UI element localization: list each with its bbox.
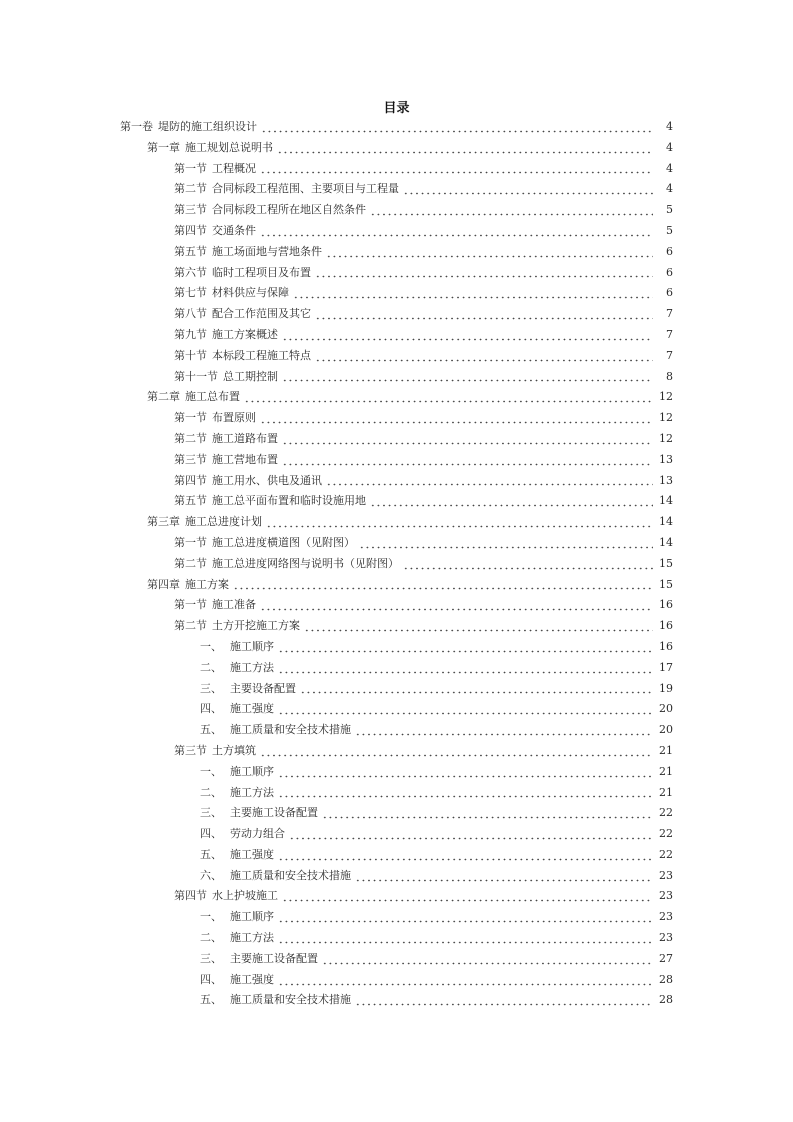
toc-entry-page-number: 23: [659, 910, 673, 924]
toc-entry[interactable]: [0, 491, 793, 512]
toc-entry-label: [200, 866, 351, 887]
toc-entry-number: 第九节: [174, 327, 207, 341]
toc-entry-page-number: 15: [659, 577, 673, 591]
toc-entry-text: 主要施工设备配置: [230, 806, 318, 820]
dot-leader: [315, 309, 653, 320]
toc-entry[interactable]: [0, 595, 793, 616]
toc-entry-page-number: 7: [666, 327, 673, 341]
toc-entry-number: 第二节: [174, 619, 207, 633]
toc-entry-text: 施工方案概述: [212, 327, 278, 341]
dot-leader: [278, 912, 653, 923]
dot-leader: [260, 746, 653, 757]
toc-entry-text: 施工质量和安全技术措施: [230, 723, 351, 737]
toc-entry-number: 第三节: [174, 452, 207, 466]
toc-entry-text: 施工强度: [230, 847, 274, 861]
toc-entry-text: 施工方法: [230, 785, 274, 799]
toc-entry[interactable]: [0, 533, 793, 554]
toc-entry-text: 劳动力组合: [230, 827, 285, 841]
toc-entry-page-number: 6: [666, 265, 673, 279]
toc-entry-text: 施工总平面布置和临时设施用地: [212, 494, 366, 508]
toc-entry-number: 第二章: [147, 390, 180, 404]
toc-entry-number: 第一节: [174, 411, 207, 425]
toc-entry-label: [120, 117, 257, 138]
toc-entry-text: 施工准备: [212, 598, 256, 612]
toc-entry-number: 第八节: [174, 307, 207, 321]
toc-entry-number: 二、: [200, 931, 222, 945]
toc-entry-page-number: 12: [659, 431, 673, 445]
dot-leader: [260, 163, 653, 174]
toc-entry-text: 土方开挖施工方案: [212, 619, 300, 633]
dot-leader: [322, 808, 653, 819]
dot-leader: [278, 787, 653, 798]
dot-leader: [278, 642, 653, 653]
toc-entry[interactable]: [0, 200, 793, 221]
toc-entry[interactable]: [0, 283, 793, 304]
dot-leader: [260, 226, 653, 237]
toc-entry-page-number: 14: [659, 535, 673, 549]
toc-entry-text: 施工顺序: [230, 910, 274, 924]
toc-entry-number: 第五节: [174, 244, 207, 258]
toc-entry[interactable]: [0, 637, 793, 658]
toc-entry-number: 三、: [200, 806, 222, 820]
toc-entry-page-number: 21: [659, 785, 673, 799]
toc-entry-label: [174, 533, 355, 554]
toc-entry-label: [200, 783, 274, 804]
toc-entry[interactable]: [0, 866, 793, 887]
toc-entry-label: [174, 325, 278, 346]
toc-entry-text: 施工方案: [185, 577, 229, 591]
dot-leader: [277, 143, 653, 154]
toc-entry-number: 三、: [200, 681, 222, 695]
toc-entry-text: 工程概况: [212, 161, 256, 175]
toc-entry-number: 五、: [200, 723, 222, 737]
toc-entry-text: 布置原则: [212, 411, 256, 425]
toc-entry-label: [174, 595, 256, 616]
toc-entry[interactable]: [0, 117, 793, 138]
toc-entry[interactable]: [0, 263, 793, 284]
toc-entry[interactable]: [0, 512, 793, 533]
dot-leader: [278, 933, 653, 944]
toc-entry-page-number: 15: [659, 556, 673, 570]
dot-leader: [278, 663, 653, 674]
toc-entry[interactable]: [0, 741, 793, 762]
toc-entry-page-number: 5: [666, 223, 673, 237]
toc-entry-text: 土方填筑: [212, 743, 256, 757]
toc-entry-number: 第六节: [174, 265, 207, 279]
toc-entry-number: 第三节: [174, 203, 207, 217]
toc-entry-page-number: 14: [659, 515, 673, 529]
toc-entry-text: 堤防的施工组织设计: [158, 120, 257, 133]
toc-entry-text: 施工强度: [230, 702, 274, 716]
dot-leader: [370, 496, 653, 507]
toc-entry-label: [200, 658, 274, 679]
toc-entry-page-number: 7: [666, 348, 673, 362]
toc-entry-number: 第三节: [174, 743, 207, 757]
toc-entry-label: [174, 221, 256, 242]
toc-entry-label: [174, 450, 278, 471]
toc-entry-number: 第四节: [174, 473, 207, 487]
toc-entry[interactable]: [0, 575, 793, 596]
dot-leader: [326, 247, 653, 258]
toc-entry-label: [200, 720, 351, 741]
toc-entry-number: 五、: [200, 993, 222, 1007]
toc-entry-page-number: 16: [659, 598, 673, 612]
toc-entry-number: 第四节: [174, 889, 207, 903]
toc-entry-text: 施工规划总说明书: [185, 140, 273, 154]
toc-entry-page-number: 20: [659, 702, 673, 716]
toc-entry-text: 临时工程项目及布置: [212, 265, 311, 279]
toc-title: 目录: [383, 101, 410, 116]
toc-entry-label: [174, 616, 300, 637]
dot-leader: [359, 538, 653, 549]
toc-entry-number: 一、: [200, 764, 222, 778]
toc-entry-page-number: 13: [659, 452, 673, 466]
toc-entry-text: 施工方法: [230, 931, 274, 945]
toc-entry-page-number: 23: [659, 931, 673, 945]
toc-entry[interactable]: [0, 783, 793, 804]
toc-entry-text: 施工方法: [230, 660, 274, 674]
toc-entry-page-number: 16: [659, 639, 673, 653]
toc-entry-number: 六、: [200, 868, 222, 882]
toc-entry-label: [200, 824, 285, 845]
toc-entry-page-number: 28: [659, 993, 673, 1007]
toc-entry-number: 第一节: [174, 598, 207, 612]
toc-entry-page-number: 20: [659, 723, 673, 737]
toc-entry-text: 施工用水、供电及通讯: [212, 473, 322, 487]
toc-entry[interactable]: [0, 658, 793, 679]
toc-entry-number: 五、: [200, 847, 222, 861]
dot-leader: [278, 850, 653, 861]
toc-entry-text: 施工顺序: [230, 639, 274, 653]
toc-entry-label: [147, 575, 229, 596]
toc-entry-text: 施工营地布置: [212, 452, 278, 466]
toc-entry-text: 主要设备配置: [230, 681, 296, 695]
toc-entry-label: [174, 263, 311, 284]
dot-leader: [282, 455, 653, 466]
toc-entry-label: [174, 741, 256, 762]
toc-entry-label: [200, 803, 318, 824]
toc-entry-page-number: 16: [659, 619, 673, 633]
dot-leader: [322, 954, 653, 965]
dot-leader: [289, 829, 653, 840]
toc-entry-text: 本标段工程施工特点: [212, 348, 311, 362]
toc-entry[interactable]: [0, 179, 793, 200]
toc-entry-number: 第一章: [147, 140, 180, 154]
toc-entry-page-number: 22: [659, 806, 673, 820]
toc-entry[interactable]: [0, 845, 793, 866]
toc-entry-text: 施工总进度计划: [185, 515, 262, 529]
toc-entry[interactable]: [0, 325, 793, 346]
toc-entry[interactable]: [0, 928, 793, 949]
toc-entry[interactable]: [0, 616, 793, 637]
toc-entry-text: 施工顺序: [230, 764, 274, 778]
toc-entry[interactable]: [0, 304, 793, 325]
toc-entry-number: 第一节: [174, 535, 207, 549]
dot-leader: [304, 621, 653, 632]
toc-entry-label: [200, 699, 274, 720]
dot-leader: [403, 559, 653, 570]
toc-entry-number: 二、: [200, 660, 222, 674]
toc-entry-text: 施工总布置: [185, 390, 240, 404]
toc-entry-label: [174, 408, 256, 429]
dot-leader: [282, 891, 653, 902]
toc-entry-label: [174, 429, 278, 450]
toc-entry-label: [174, 471, 322, 492]
toc-entry-label: [174, 242, 322, 263]
toc-entry-text: 合同标段工程所在地区自然条件: [212, 203, 366, 217]
toc-entry[interactable]: [0, 990, 793, 1011]
toc-entry-page-number: 21: [659, 743, 673, 757]
toc-entry[interactable]: [0, 138, 793, 159]
toc-entry-number: 第四节: [174, 223, 207, 237]
toc-entry[interactable]: [0, 949, 793, 970]
toc-entry-page-number: 5: [666, 203, 673, 217]
toc-entry-number: 第一节: [174, 161, 207, 175]
toc-entry-number: 一、: [200, 639, 222, 653]
toc-entry-page-number: 4: [666, 182, 673, 196]
dot-leader: [370, 205, 653, 216]
dot-leader: [403, 184, 653, 195]
toc-entry-text: 施工场面地与营地条件: [212, 244, 322, 258]
toc-entry-number: 第七节: [174, 286, 207, 300]
toc-entry[interactable]: [0, 221, 793, 242]
toc-entry-text: 总工期控制: [223, 369, 278, 383]
toc-entry-page-number: 7: [666, 307, 673, 321]
toc-entry-page-number: 4: [666, 140, 673, 154]
toc-entry-page-number: 17: [659, 660, 673, 674]
toc-entry-text: 配合工作范围及其它: [212, 307, 311, 321]
toc-entry-number: 四、: [200, 972, 222, 986]
dot-leader: [282, 371, 653, 382]
toc-entry[interactable]: [0, 762, 793, 783]
toc-entry-text: 施工总进度横道图（见附图）: [212, 535, 355, 549]
dot-leader: [315, 267, 653, 278]
toc-entry-number: 第十一节: [174, 369, 218, 383]
toc-entry[interactable]: [0, 803, 793, 824]
toc-entry[interactable]: [0, 429, 793, 450]
dot-leader: [278, 975, 653, 986]
toc-entry-page-number: 22: [659, 827, 673, 841]
toc-entry-number: 一、: [200, 910, 222, 924]
dot-leader: [326, 475, 653, 486]
toc-entry[interactable]: [0, 367, 793, 388]
toc-entry-page-number: 12: [659, 390, 673, 404]
toc-entry[interactable]: [0, 387, 793, 408]
toc-entry-page-number: 4: [666, 161, 673, 175]
toc-entry-page-number: 27: [659, 951, 673, 965]
toc-entry-label: [174, 886, 278, 907]
toc-entry-page-number: 21: [659, 764, 673, 778]
toc-entry-label: [200, 949, 318, 970]
toc-entry-label: [174, 304, 311, 325]
toc-entry-number: 四、: [200, 702, 222, 716]
toc-entry-text: 施工质量和安全技术措施: [230, 993, 351, 1007]
toc-entry-page-number: 14: [659, 494, 673, 508]
toc-entry-page-number: 12: [659, 411, 673, 425]
toc-entry-label: [200, 990, 351, 1011]
toc-entry-number: 第十节: [174, 348, 207, 362]
dot-leader: [261, 122, 653, 133]
dot-leader: [282, 434, 653, 445]
dot-leader: [244, 392, 653, 403]
toc-entry-page-number: 23: [659, 889, 673, 903]
toc-entry-page-number: 13: [659, 473, 673, 487]
dot-leader: [282, 330, 653, 341]
toc-entry-number: 第二节: [174, 182, 207, 196]
toc-entry-text: 施工总进度网络图与说明书（见附图）: [212, 556, 399, 570]
toc-entry[interactable]: [0, 679, 793, 700]
toc-entry-number: 三、: [200, 951, 222, 965]
dot-leader: [260, 600, 653, 611]
toc-entry[interactable]: [0, 970, 793, 991]
toc-entry-page-number: 4: [666, 120, 673, 133]
dot-leader: [300, 683, 653, 694]
toc-entry-label: [200, 928, 274, 949]
dot-leader: [315, 351, 653, 362]
dot-leader: [278, 767, 653, 778]
toc-entry-label: [174, 491, 366, 512]
toc-entry-text: 材料供应与保障: [212, 286, 289, 300]
toc-entry-number: 第二节: [174, 431, 207, 445]
toc-entry-page-number: 19: [659, 681, 673, 695]
toc-entry-number: 第五节: [174, 494, 207, 508]
toc-entry-page-number: 8: [666, 369, 673, 383]
dot-leader: [355, 871, 653, 882]
toc-entry-label: [200, 679, 296, 700]
toc-entry-text: 合同标段工程范围、主要项目与工程量: [212, 182, 399, 196]
toc-entry[interactable]: [0, 699, 793, 720]
toc-entry-label: [174, 283, 289, 304]
toc-entry-page-number: 23: [659, 868, 673, 882]
toc-entry[interactable]: [0, 346, 793, 367]
toc-entry-number: 四、: [200, 827, 222, 841]
table-of-contents: [0, 117, 793, 1011]
toc-entry-page-number: 6: [666, 244, 673, 258]
toc-entry-label: [174, 179, 399, 200]
dot-leader: [293, 288, 653, 299]
toc-entry[interactable]: [0, 471, 793, 492]
dot-leader: [260, 413, 653, 424]
dot-leader: [278, 704, 653, 715]
toc-entry[interactable]: [0, 408, 793, 429]
toc-entry-number: 第一卷: [120, 120, 153, 133]
toc-entry-number: 二、: [200, 785, 222, 799]
toc-entry-text: 施工强度: [230, 972, 274, 986]
dot-leader: [355, 995, 653, 1006]
dot-leader: [266, 517, 653, 528]
toc-entry-page-number: 6: [666, 286, 673, 300]
toc-entry-label: [174, 200, 366, 221]
toc-entry-label: [174, 554, 399, 575]
toc-entry-label: [147, 512, 262, 533]
toc-entry[interactable]: [0, 554, 793, 575]
toc-entry-number: 第三章: [147, 515, 180, 529]
toc-entry-text: 施工质量和安全技术措施: [230, 868, 351, 882]
toc-entry-label: [200, 637, 274, 658]
toc-entry-label: [147, 387, 240, 408]
toc-entry-label: [174, 159, 256, 180]
toc-entry[interactable]: [0, 242, 793, 263]
toc-entry-label: [200, 762, 274, 783]
toc-entry-page-number: 22: [659, 847, 673, 861]
toc-entry-label: [174, 346, 311, 367]
toc-entry[interactable]: [0, 159, 793, 180]
toc-entry-label: [200, 970, 274, 991]
dot-leader: [355, 725, 653, 736]
toc-entry-label: [147, 138, 273, 159]
toc-entry-text: 水上护坡施工: [212, 889, 278, 903]
toc-entry-number: 第二节: [174, 556, 207, 570]
toc-entry[interactable]: [0, 450, 793, 471]
toc-entry-text: 主要施工设备配置: [230, 951, 318, 965]
toc-entry[interactable]: [0, 824, 793, 845]
toc-entry[interactable]: [0, 907, 793, 928]
toc-entry[interactable]: [0, 720, 793, 741]
toc-entry-page-number: 28: [659, 972, 673, 986]
toc-entry-label: [200, 845, 274, 866]
toc-entry-label: [174, 367, 278, 388]
toc-entry-number: 第四章: [147, 577, 180, 591]
toc-entry-label: [200, 907, 274, 928]
toc-entry[interactable]: [0, 886, 793, 907]
toc-entry-text: 交通条件: [212, 223, 256, 237]
toc-entry-text: 施工道路布置: [212, 431, 278, 445]
dot-leader: [233, 579, 653, 590]
